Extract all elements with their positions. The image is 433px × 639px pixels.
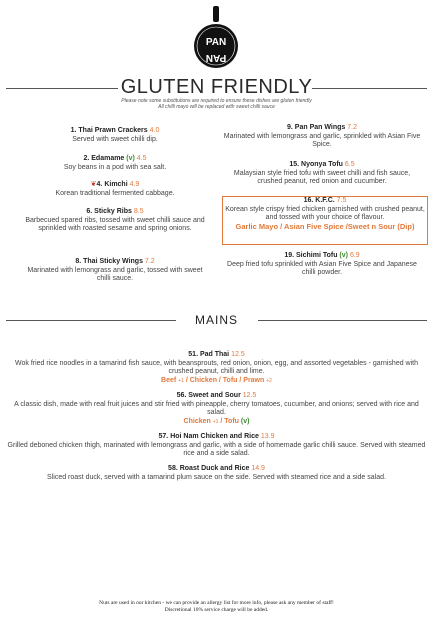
item-name: 15. Nyonya Tofu [289, 161, 343, 168]
pan-pan-logo [193, 6, 239, 72]
item-description: Soy beans in a pod with sea salt. [63, 163, 167, 171]
menu-item [225, 197, 425, 231]
menu-item [222, 252, 422, 278]
item-name: 2. Edamame [83, 155, 125, 162]
menu-item [222, 161, 422, 187]
item-price: 12.5 [242, 392, 257, 399]
item-description: Sliced roast duck, served with a tamarind plum sauce on the side. Served with steamed rice and a side salad. [47, 473, 386, 481]
mains-title: MAINS [194, 313, 238, 327]
menu-item [20, 155, 210, 172]
item-name: 51. Pad Thai [188, 351, 230, 358]
item-name: 1. Thai Prawn Crackers [70, 127, 148, 134]
item-description: Deep fried tofu sprinkled with Asian Five Spice and Japanese chilli powder. [227, 260, 417, 276]
menu-item [222, 124, 422, 150]
service-charge-note: Discretional 10% service charge will be added. [164, 607, 269, 613]
item-price: 12.5 [231, 351, 245, 358]
item-price: 4.0 [149, 127, 160, 134]
item-description: A classic dish, made with real fruit juices and stir fried with pineapple, cherry tomatoes, cucumber, and onions; served with rice and salad. [14, 400, 419, 416]
item-price: 14.9 [251, 465, 265, 472]
svg-text:PAN: PAN [205, 37, 227, 48]
option-list: / Chicken / Tofu / Prawn [185, 376, 265, 384]
option-surcharge: +1 [178, 377, 184, 384]
item-description: Korean traditional fermented cabbage. [55, 189, 175, 197]
menu-item [20, 127, 210, 144]
page-title: GLUTEN FRIENDLY [120, 76, 313, 98]
svg-text:PAN: PAN [205, 52, 227, 63]
flavour-options: Garlic Mayo / Asian Five Spice /Sweet n Sour (Dip) [235, 221, 415, 231]
item-price: 7.5 [336, 197, 347, 204]
menu-item [20, 181, 210, 198]
item-description: Barbecued spared ribs, tossed with sweet chilli sauce and sprinkled with roasted sesame and spring onions. [25, 216, 205, 232]
item-name: 6. Sticky Ribs [86, 208, 132, 215]
option-beef: Beef [161, 376, 177, 384]
item-description: Grilled deboned chicken thigh, marinated with lemongrass and garlic, with a side of homemade garlic chilli sauce. Served with steamed rice and a side salad. [7, 441, 426, 457]
substitution-note: Please note some substitutions are required to ensure these dishes are gluten friendly [121, 98, 312, 104]
item-price: 8.5 [133, 208, 144, 215]
item-description: Marinated with lemongrass and garlic, tossed with sweet chilli sauce. [27, 266, 203, 282]
option-list: / Tofu [220, 417, 239, 425]
item-name: 57. Hoi Nam Chicken and Rice [158, 433, 259, 440]
item-description: Served with sweet chilli dip. [72, 135, 158, 143]
item-price: 13.9 [260, 433, 275, 440]
option-surcharge: +1 [212, 418, 219, 425]
item-description: Wok fried rice noodles in a tamarind fish sauce, with beansprouts, red onion, onion, egg, and assorted vegetables - garnished with crushed peanut, chilli and lime. [15, 359, 418, 375]
option-chicken: Chicken [183, 417, 211, 425]
item-name: 4. Kimchi [96, 181, 128, 188]
vegetarian-badge: (v) [126, 155, 135, 162]
item-name: 8. Thai Sticky Wings [75, 258, 143, 265]
item-description: Korean style crispy fried chicken garnished with crushed peanut, and tossed with your choice of flavour. [225, 205, 425, 221]
item-price: 4.5 [136, 155, 147, 162]
item-description: Marinated with lemongrass and garlic, sprinkled with Asian Five Spice. [223, 132, 421, 148]
vegetarian-badge: (v) [339, 252, 348, 259]
main-item [6, 351, 427, 385]
footer [0, 600, 433, 614]
item-description: Malaysian style fried tofu with sweet chilli and fish sauce, crushed peanut, red onion and cucumber. [233, 169, 411, 185]
item-price: 7.2 [347, 124, 357, 131]
main-item [6, 392, 427, 426]
main-item [6, 433, 427, 459]
allergy-note: Nuts are used in our kitchen - we can provide an allergy list for more info, please ask any member of staff! [99, 600, 334, 606]
item-name: 19. Sichimi Tofu [284, 252, 338, 259]
option-surcharge: +2 [266, 377, 272, 384]
item-name: 16. K.F.C. [303, 197, 335, 204]
menu-item [20, 208, 210, 234]
item-name: 9. Pan Pan Wings [287, 124, 346, 131]
item-price: 6.9 [349, 252, 360, 259]
item-price: 4.9 [129, 181, 140, 188]
main-item [6, 465, 427, 482]
menu-item [20, 258, 210, 284]
item-name: 58. Roast Duck and Rice [168, 465, 250, 472]
item-name: 56. Sweet and Sour [176, 392, 241, 399]
kfc-highlight-box [222, 196, 428, 245]
chilli-icon: ❦ [90, 181, 97, 188]
vegetarian-badge: (v) [240, 417, 250, 425]
chilli-mayo-note: All chilli mayo will be replaced with sweet chilli sauce [158, 104, 275, 110]
item-price: 7.2 [144, 258, 155, 265]
item-price: 6.5 [344, 161, 355, 168]
